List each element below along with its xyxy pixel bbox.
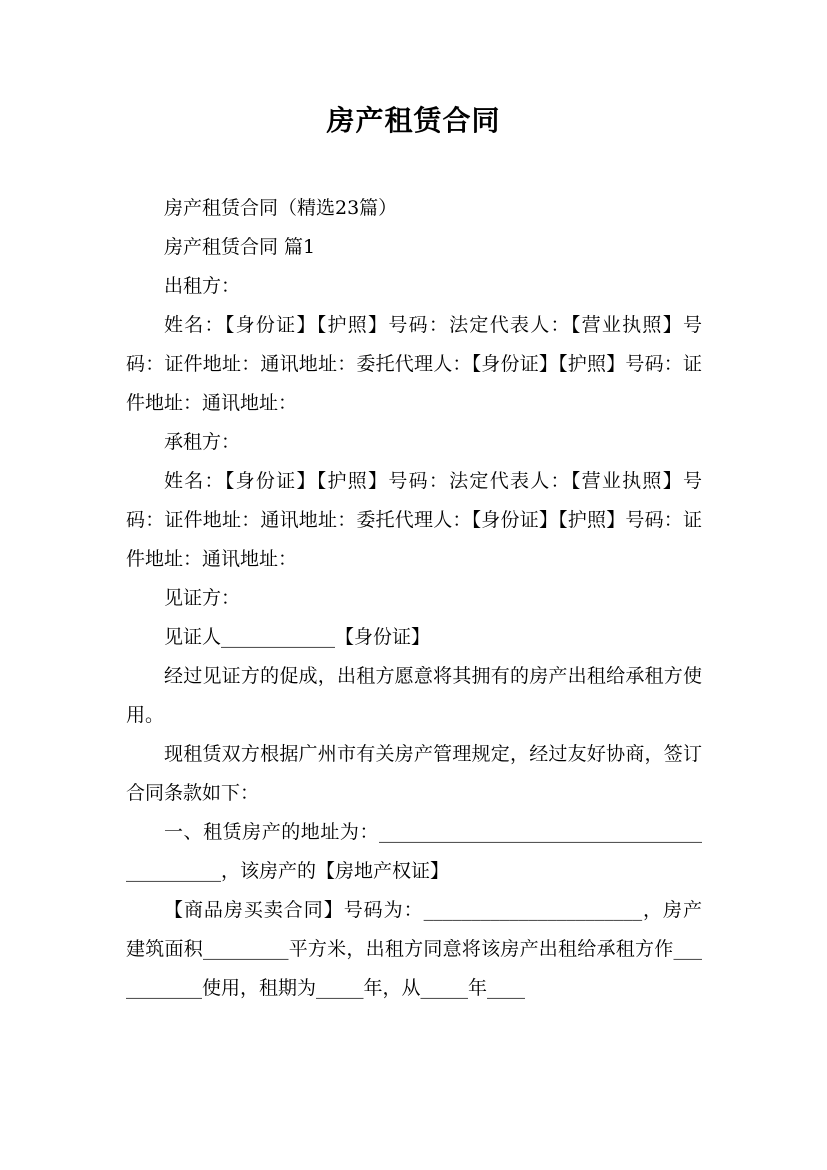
paragraph-lessee-label: 承租方： (164, 431, 241, 453)
paragraph-lessor-label: 出租方： (164, 275, 241, 297)
paragraph-lessee-details: 姓名：【身份证】【护照】号码：法定代表人：【营业执照】号码：证件地址：通讯地址：委托代理人：【身份证】【护照】号码：证件地址：通讯地址： (126, 470, 702, 570)
document-body (126, 189, 702, 1008)
paragraph-agreement: 现租赁双方根据广州市有关房产管理规定，经过友好协商，签订合同条款如下： (126, 743, 702, 804)
paragraph-witness-label: 见证方： (164, 587, 241, 609)
paragraph-witness-person: 见证人____________【身份证】 (164, 626, 431, 648)
paragraph-clause-one-cont: 【商品房买卖合同】号码为：_______________________，房产建筑面积_________平方米，出租方同意将该房产出租给承租方作___________使用，租期为_____年，从_____年____ (126, 899, 702, 999)
paragraph-intro: 经过见证方的促成，出租方愿意将其拥有的房产出租给承租方使用。 (126, 665, 702, 726)
paragraph-subtitle: 房产租赁合同（精选23篇） (164, 197, 398, 219)
paragraph-lessor-details: 姓名：【身份证】【护照】号码：法定代表人：【营业执照】号码：证件地址：通讯地址：委托代理人：【身份证】【护照】号码：证件地址：通讯地址： (126, 314, 702, 414)
paragraph-clause-one: 一、租赁房产的地址为：____________________________________________，该房产的【房地产权证】 (126, 821, 702, 882)
document-title: 房产租赁合同 (326, 104, 501, 137)
paragraph-section-heading: 房产租赁合同 篇1 (164, 236, 316, 258)
